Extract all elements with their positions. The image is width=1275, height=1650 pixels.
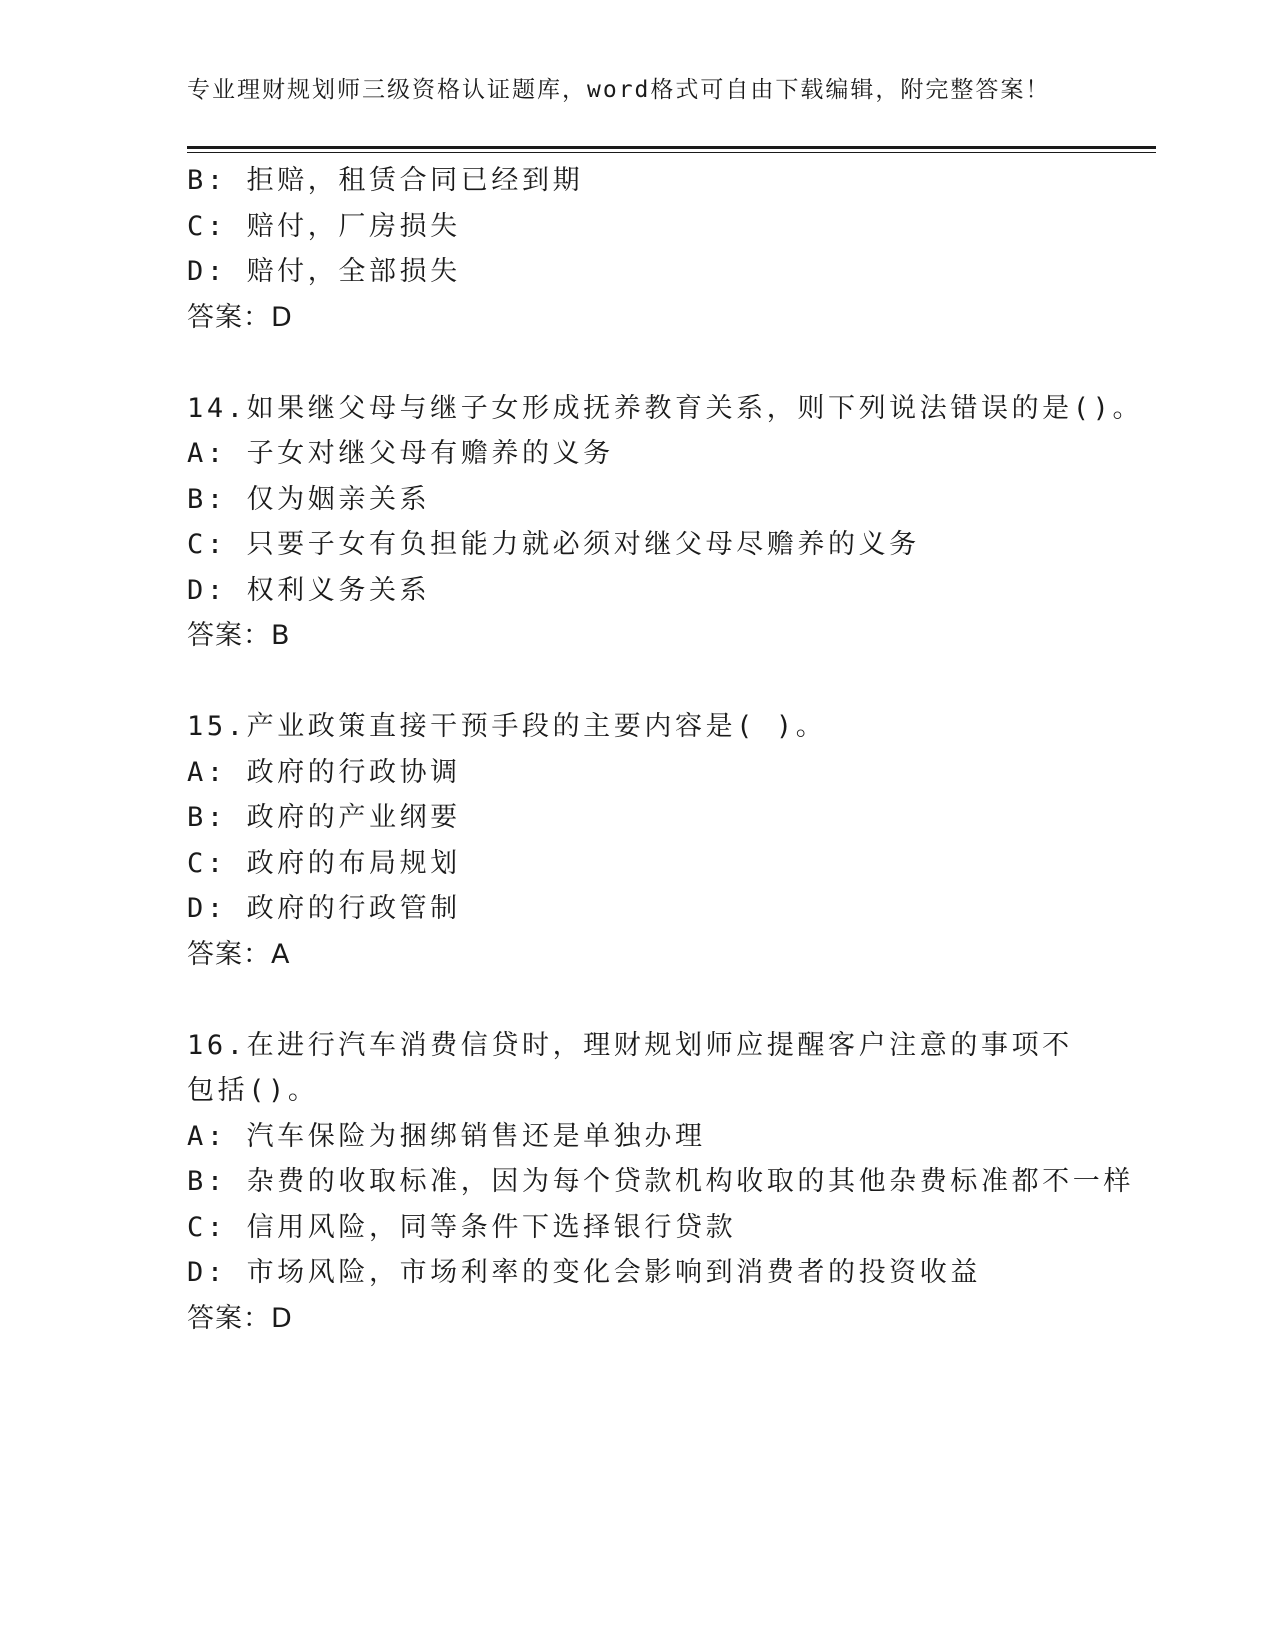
option-b: B: 政府的产业纲要 xyxy=(187,802,461,833)
question-16 xyxy=(187,1023,1134,1342)
option-c: C: 信用风险，同等条件下选择银行贷款 xyxy=(187,1211,737,1243)
option-b: B: 拒赔，租赁合同已经到期 xyxy=(187,165,584,196)
option-d: D: 权利义务关系 xyxy=(187,574,431,606)
prev-question-block xyxy=(187,158,1087,340)
question-content xyxy=(187,158,1144,1341)
option-d: D: 赔付，全部损失 xyxy=(187,256,461,287)
question-stem: 15.产业政策直接干预手段的主要内容是( )。 xyxy=(187,711,827,742)
question-14 xyxy=(187,386,1144,659)
answer-line: 答案：D xyxy=(187,301,293,333)
header-rule-thin xyxy=(187,152,1156,153)
option-c: C: 只要子女有负担能力就必须对继父母尽赡养的义务 xyxy=(187,529,920,560)
question-stem: 16.在进行汽车消费信贷时，理财规划师应提醒客户注意的事项不包括()。 xyxy=(187,1029,1073,1106)
option-b: B: 仅为姻亲关系 xyxy=(187,483,431,515)
option-a: A: 子女对继父母有赡养的义务 xyxy=(187,438,614,469)
page-header: 专业理财规划师三级资格认证题库，word格式可自由下载编辑，附完整答案！ xyxy=(187,77,1051,103)
question-stem: 14.如果继父母与继子女形成抚养教育关系，则下列说法错误的是()。 xyxy=(187,392,1144,424)
option-c: C: 政府的布局规划 xyxy=(187,847,461,879)
option-b: B: 杂费的收取标准，因为每个贷款机构收取的其他杂费标准都不一样 xyxy=(187,1166,1134,1197)
option-d: D: 政府的行政管制 xyxy=(187,893,461,924)
option-a: A: 政府的行政协调 xyxy=(187,756,461,788)
header-rule-thick xyxy=(187,146,1156,149)
option-d: D: 市场风险，市场利率的变化会影响到消费者的投资收益 xyxy=(187,1257,981,1288)
question-15 xyxy=(187,704,1087,977)
answer-line: 答案：D xyxy=(187,1302,293,1334)
answer-line: 答案：A xyxy=(187,938,291,970)
answer-line: 答案：B xyxy=(187,620,291,651)
option-a: A: 汽车保险为捆绑销售还是单独办理 xyxy=(187,1120,706,1152)
option-c: C: 赔付，厂房损失 xyxy=(187,210,461,242)
